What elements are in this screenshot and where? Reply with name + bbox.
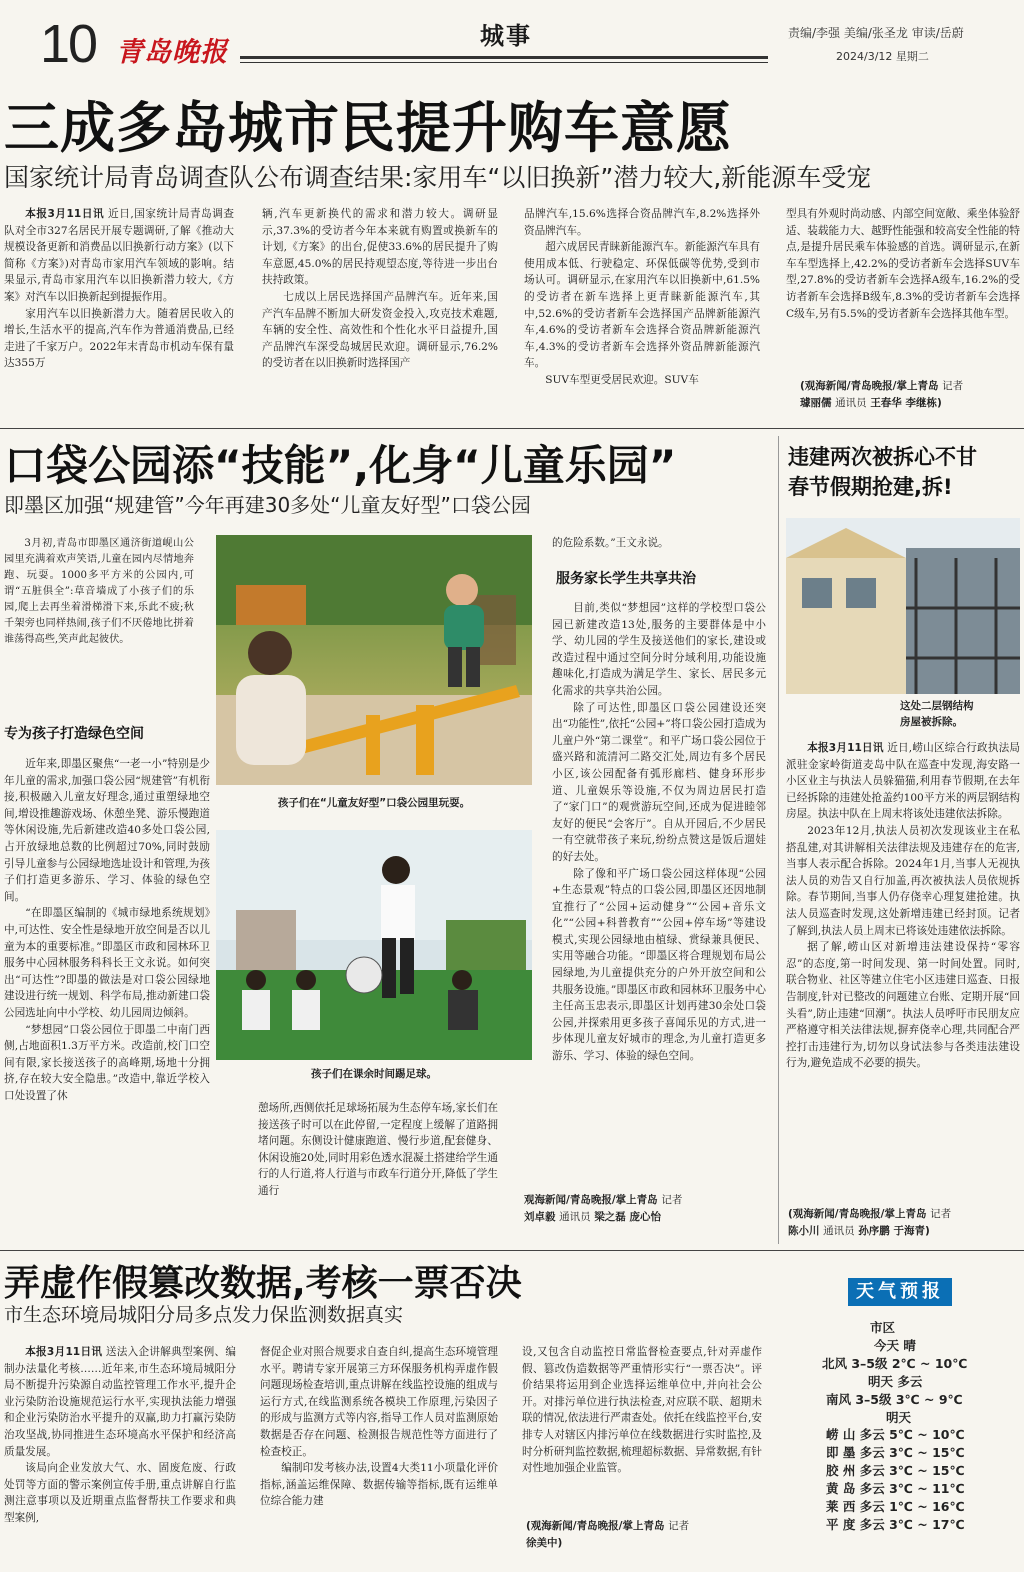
weather-district-row: 崂 山 多云 5℃ ~ 10℃ [826,1427,965,1442]
article1-column-1 [4,206,234,416]
article4-subheadline: 市生态环境局城阳分局多点发力保监测数据真实 [4,1304,404,1326]
weather-today-detail: 北风 3–5级 2℃ ~ 10℃ [822,1356,968,1371]
article3-photo-caption: 这处二层钢结构 房屋被拆除。 [900,700,974,728]
article1-col1-p2: 家用汽车以旧换新潜力大。随着居民收入的增长,生活水平的提高,汽车作为普通消费品,已经走进了千家万户。2022年末青岛市机动车保有量达355万 [4,307,234,370]
article3-byline: (观海新闻/青岛晚报/掌上青岛 记者 陈小川 通讯员 孙序鹏 于海青) [788,1208,952,1237]
article1-col3-text: 品牌汽车,15.6%选择合资品牌汽车,8.2%选择外资品牌汽车。 [524,208,760,237]
building-photo-image [786,518,1020,694]
article2-section2-heading: 服务家长学生共享共治 [556,571,696,587]
article2-byline: 观海新闻/青岛晚报/掌上青岛 记者 刘卓毅 通讯员 梁之磊 庞心怡 [524,1194,683,1223]
header-rule [240,56,768,59]
article3-dateline: 本报3月11日讯 [807,742,884,754]
weather-district-row: 平 度 多云 3℃ ~ 17℃ [826,1517,965,1532]
weather-region: 市区 [870,1320,896,1335]
weather-district-row: 莱 西 多云 1℃ ~ 16℃ [826,1499,965,1514]
article1-col2-p2: 七成以上居民选择国产品牌汽车。近年来,国产汽车品牌不断加大研发资金投入,攻克技术难题,车辆的安全性、高效性和个性化水平日益提升,国产品牌汽车深受岛城居民欢迎。调研显示,76.2%的受访者在以旧换新时选择国产 [262,290,498,370]
article2-mid-text: 憩场所,西侧依托足球场拓展为生态停车场,家长们在接送孩子时可以在此停留,一定程度上缓解了道路拥堵问题。东侧设计健康跑道、慢行步道,配套健身、休闲设施20处,同时用彩色透水混凝土搭建给学生通行的人行道,将人行道与市政车行道分开,降低了学生通行 [258,1102,498,1197]
divider [0,428,1024,429]
article2-section1-heading: 专为孩子打造绿色空间 [4,726,144,742]
article1-col3-p2: 超六成居民青睐新能源汽车。新能源汽车具有使用成本低、行驶稳定、环保低碳等优势,受到市场认可。调研显示,在家用汽车以旧换新中,61.5%的受访者在新车选择上更青睐新能源汽车,其中,52.6%的受访者新车会选择国产品牌新能源汽车,4.6%的受访者新车会选择合资品牌新能源汽车,4.3%的受访者新车会选择外资品牌新能源汽车。 [524,241,760,370]
issue-date: 2024/3/12 星期二 [836,50,929,63]
article2-headline: 口袋公园添“技能”,化身“儿童乐园” [4,441,677,490]
article1-col4-text: 型具有外观时尚动感、内部空间宽敞、乘坐体验舒适、装载能力大、越野性能强和较高安全性能的特点,是提升居民乘车体验感的首选。调研显示,在新车车型选择上,42.2%的受访者新车会选择SUV车型,27.8%的受访者新车会选择A级车,16.2%的受访者新车会选择B级车,8.3%的受访者新车会选择C级车,另有5.5%的受访者新车会选择其他车型。 [786,208,1020,320]
divider [0,1250,1024,1251]
weather-today-label: 今天 晴 [874,1338,916,1353]
article3-headline [788,442,977,502]
article4-dateline: 本报3月11日讯 [25,1346,103,1358]
article4-column-3: 设,又包含自动监控日常监督检查要点,针对弄虚作假、篡改伪造数据等严重情形实行“一票否决”。评价结果将运用到企业选择运维单位中,并向社会公开。对排污单位进行执法检查,对应联不联、超期未联的情况,依法进行严肃查处。依托在线监控平台,安排专人对辖区内排污单位在线数据进行实时监控,及时分析研判监控数据,梳理超标数据、异常数据,有针对性地加强企业监管。 [522,1346,762,1475]
article3-headline-line1: 违建两次被拆心不甘 [788,445,977,469]
editor-credits: 责编/李强 美编/张圣龙 审读/岳蔚 [788,26,964,40]
column-divider [778,436,779,1244]
article2-section1-body: 近年来,即墨区聚焦“一老一小”特别是少年儿童的需求,加强口袋公园“规建管”有机衔接,积极融入儿童友好理念,通过重塑绿地空间,增设推趣游戏场、休憩坐凳、游乐慢跑道等休闲设施,先后新建改造40多处口袋公园,占开放绿地总数的比例超过70%,同时鼓励引导儿童参与公园绿地选址设计和管理,为孩子们打造更多游乐、学习、体验的绿色空间。 “在即墨区编制的《城市绿地系统规划》中,可达性、安全性是绿地开放空间是否以儿童为本的重要标准。”即墨区市政和园林环卫服务中心园林服务科科长王文永说。如何突出“可达性”?即墨的做法是对口袋公园绿地建设进行统一规划、科学布局,推动新建口袋公园选址向中小学校、幼儿园周边倾斜。 “梦想园”口袋公园位于即墨二中南门西侧,占地面积1.3万平方米。改造前,校门口空间有限,家长接送孩子的高峰期,场地十分拥挤,存在较大安全隐患。”改造中,靠近学校入口处设置了休 [4,758,210,1102]
article1-column-4 [786,206,1020,376]
weather-tomorrow-label: 明天 多云 [868,1374,923,1389]
article1-col2-text: 辆,汽车更新换代的需求和潜力较大。调研显示,37.3%的受访者今年本来就有购置或换新车的计划,《方案》的出台,促使33.6%的居民提升了购车意愿,45.0%的居民持观望态度,等待进一步出台扶持政策。 [262,208,498,287]
article4-column-2: 督促企业对照合规要求自查自纠,提高生态环境管理水平。聘请专家开展第三方环保服务机构弄虚作假问题现场检查培训,重点讲解在线监控设施的组成与运行方式,在线监测系统各模块工作原理,污染因子的形成与监测方式等内容,指导工作人员对监测原始数据是否存在问题、检测报告规范性等方面进行了检查校正。 编制印发考核办法,设置4大类11小项量化评价指标,涵盖运维保障、数据传输等指标,既有运维单位综合能力建 [260,1346,498,1508]
article3-body: 本报3月11日讯 近日,崂山区综合行政执法局派驻金家岭街道麦岛中队在巡查中发现,海安路一小区业主与执法人员躲猫猫,利用春节假期,在去年已经拆除的违建处抢盖约100平方米的两层钢结构房屋。执法中队在上周末将该处违建依法拆除。 2023年12月,执法人员初次发现该业主在私搭乱建,对其讲解相关法律法规及违建存在的危害,当事人表示配合拆除。2024年1月,当事人无视执法人员的劝告又自行加盖,再次被执法人员依规拆除。春节期间,当事人仍存侥幸心理复建抢建。执法人员巡查时发现,这处新增违建已经封顶。记者了解到,执法人员上周末已将该处违建依法拆除。 据了解,崂山区对新增违法建设保持“零容忍”的态度,第一时间发现、第一时间处置。同时,联合物业、社区等建立住宅小区违建日巡查、日报告制度,针对已整改的问题建立台账、定期开展“回头看”,防止违建“回潮”。执法人员呼吁市民朋友应严格遵守相关法律法规,摒弃侥幸心理,共同配合严控打击违建行为,切勿以身试法参与各类违法建设行为,避免造成不必要的损失。 [786,742,1020,1070]
article2-continued: 的危险系数。”王文永说。 [552,537,669,549]
article4-byline: (观海新闻/青岛晚报/掌上青岛 记者 徐美中) [526,1520,690,1549]
article3-headline-line2: 春节假期抢建,拆! [788,475,953,499]
weather-district-row: 黄 岛 多云 3℃ ~ 11℃ [826,1481,965,1496]
header-rule-thin [240,62,768,63]
football-photo-image [216,830,532,1060]
weather-district-row: 胶 州 多云 3℃ ~ 15℃ [826,1463,965,1478]
newspaper-logo: 青岛晚报 [116,37,228,68]
photo-demolished-building [786,518,1020,694]
article4-headline: 弄虚作假篡改数据,考核一票否决 [4,1263,522,1304]
section-title: 城事 [480,21,532,50]
weather-district-row: 即 墨 多云 3℃ ~ 15℃ [826,1445,965,1460]
seesaw-photo-image [216,535,532,785]
weather-forecast-badge: 天气预报 [848,1278,952,1306]
article1-headline: 三成多岛城市民提升购车意愿 [4,96,733,160]
article1-column-3 [524,206,760,416]
photo1-caption: 孩子们在“儿童友好型”口袋公园里玩耍。 [277,797,471,809]
page-number: 10 [40,14,97,74]
article1-col1-text: 近日,国家统计局青岛调查队对全市327名居民开展专题调研,了解《推动大规模设备更新和消费品以旧换新行动方案》(以下简称《方案》)对青岛市家用汽车领域的影响。结果显示,青岛市家用汽车以旧换新潜力较大,《方案》对汽车以旧换新起到提振作用。 [4,208,234,303]
photo2-caption: 孩子们在课余时间踢足球。 [311,1068,437,1080]
weather-tomorrow-heading: 明天 [886,1410,912,1425]
photo-children-seesaw [216,535,532,785]
weather-tomorrow-detail: 南风 3–5级 3℃ ~ 9℃ [826,1392,963,1407]
article1-col3-p3: SUV车型更受居民欢迎。SUV车 [545,373,699,386]
article2-subheadline: 即墨区加强“规建管”今年再建30多处“儿童友好型”口袋公园 [4,493,531,517]
article2-section2-body: 目前,类似“梦想园”这样的学校型口袋公园已新建改造13处,服务的主要群体是中小学、幼儿园的学生及接送他们的家长,建设或改造过程中通过空间分时分域利用,功能设施趣味化,打造成为满足学生、家长、居民多元化需求的共享共治公园。 除了可达性,即墨区口袋公园建设还突出“功能性”,依托“公园+”将口袋公园打造成为儿童户外“第二课堂”。和平广场口袋公园位于盛兴路和流清河二路交汇处,周边有多个居民小区,该公园配备有弧形廊档、健身环形步道、儿童娱乐等设施,不仅为周边居民打造了“家门口”的观赏游玩空间,还成为促进睦邻友好的便民“会客厅”。自从开园后,不少居民一有空就带孩子来玩,纷纷点赞这是饭后遛娃的好去处。 除了像和平广场口袋公园这样体现“公园+生态景观”特点的口袋公园,即墨区还因地制宜推行了“公园+运动健身”“公园+音乐文化”“公园+科普教育”“公园+停车场”等建设模式,实现公园绿地由植绿、赏绿兼具便民、实用等融合功能。“即墨区将合理规划布局公园绿地,为儿童提供充分的户外开放空间和公共服务设施。”即墨区市政和园林环卫服务中心主任高玉忠表示,即墨区计划再建30余处口袋公园,并探索用更多孩子喜闻乐见的方式,进一步体现儿童友好城市的理念,为儿童打造更多游乐、学习、体验的绿色空间。 [552,602,766,1063]
article1-subheadline: 国家统计局青岛调查队公布调查结果:家用车“以旧换新”潜力较大,新能源车受宠 [4,163,872,192]
article1-byline: (观海新闻/青岛晚报/掌上青岛 记者 璩丽儒 通讯员 王春华 李继栋) [800,380,964,409]
article1-dateline: 本报3月11日讯 [25,208,105,220]
article2-intro: 3月初,青岛市即墨区通济街道岘山公园里充满着欢声笑语,儿童在园内尽情地奔跑、玩耍。1000多平方米的公园内,可谓“五脏俱全”:草音墙成了小孩子们的乐园,爬上去再坐着滑梯滑下来,乐此不疲;秋千架旁也同样热闹,孩子们不厌倦地比拼着谁荡得高些,笑声此起彼伏。 [4,538,194,645]
article1-column-2 [262,206,498,416]
article4-column-1: 本报3月11日讯 送法入企讲解典型案例、编制办法量化考核……近年来,市生态环境局城阳分局不断提升污染源自动监控管理工作水平,提升企业污染防治设施规范运行水平,实现执法能力增强和企业污染防治水平提升的双赢,助力打赢污染防治攻坚战,协同推进生态环境高水平保护和经济高质量发展。 该局向企业发放大气、水、固废危废、行政处罚等方面的警示案例宣传手册,重点讲解自行监测注意事项以及近期重点监督帮扶工作要求和典型案例, [4,1346,236,1524]
weather-district-list [826,1426,965,1534]
photo-children-football [216,830,532,1060]
